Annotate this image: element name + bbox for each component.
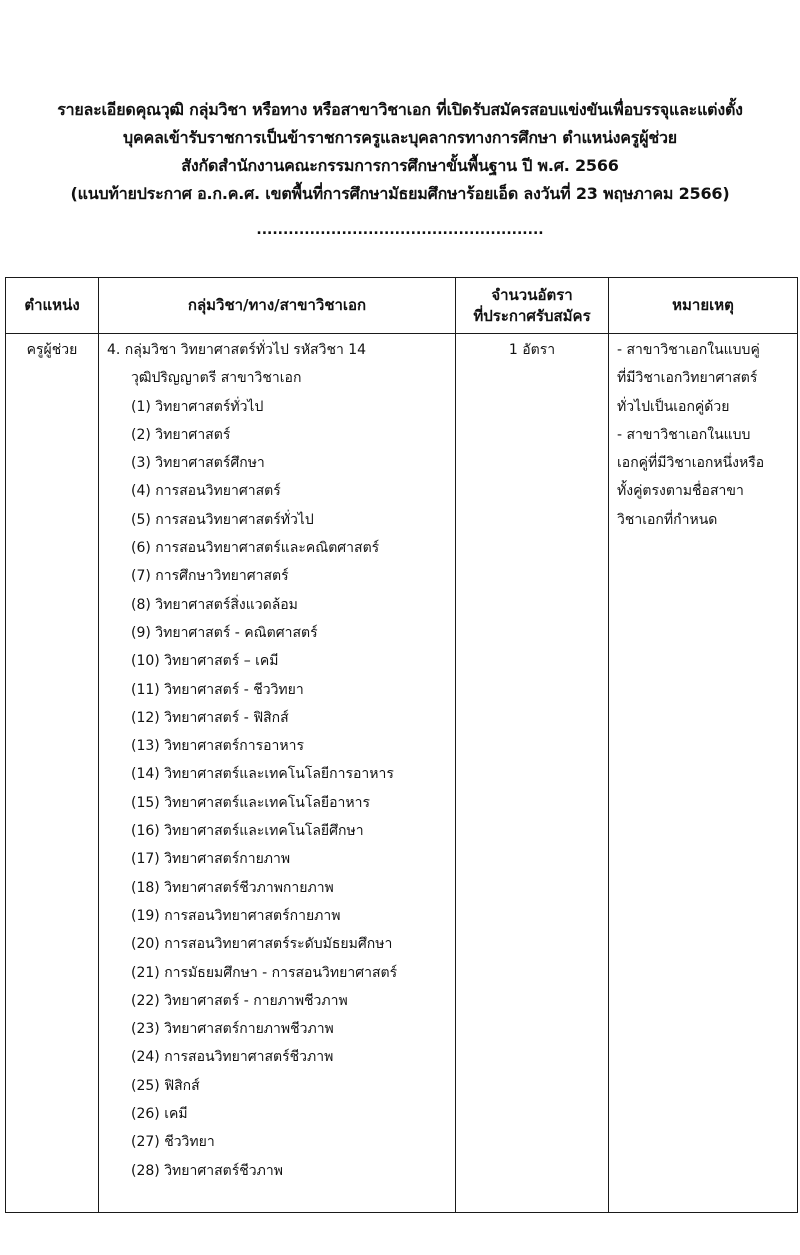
list-item: (8) วิทยาศาสตร์สิ่งแวดล้อม — [131, 596, 298, 613]
remark-line: - สาขาวิชาเอกในแบบ — [617, 426, 751, 443]
list-item: (21) การมัธยมศึกษา - การสอนวิทยาศาสตร์ — [131, 964, 398, 981]
list-item: (2) วิทยาศาสตร์ — [131, 426, 231, 443]
table-header-row — [6, 278, 798, 334]
cell-quota: 1 อัตรา — [456, 334, 609, 1213]
header-quota-line1: จำนวนอัตรา — [491, 285, 573, 304]
remark-line: ทั่วไปเป็นเอกคู่ด้วย — [617, 398, 730, 415]
header-quota-line2: ที่ประกาศรับสมัคร — [473, 306, 591, 325]
list-item: (1) วิทยาศาสตร์ทั่วไป — [131, 398, 264, 415]
remark-line: ทั้งคู่ตรงตามชื่อสาขา — [617, 483, 744, 500]
list-item: (23) วิทยาศาสตร์กายภาพชีวภาพ — [131, 1021, 334, 1038]
list-item: (24) การสอนวิทยาศาสตร์ชีวภาพ — [131, 1049, 334, 1066]
list-item: (9) วิทยาศาสตร์ - คณิตศาสตร์ — [131, 624, 318, 641]
list-item: (25) ฟิสิกส์ — [131, 1077, 200, 1094]
title-line-4: (แนบท้ายประกาศ อ.ก.ค.ศ. เขตพื้นที่การศึกษามัธยมศึกษาร้อยเอ็ด ลงวันที่ 23 พฤษภาคม 2566) — [70, 184, 730, 203]
cell-remark — [609, 334, 798, 1213]
remark-line: เอกคู่ที่มีวิชาเอกหนึ่งหรือ — [617, 455, 765, 472]
list-item: (26) เคมี — [131, 1106, 188, 1123]
list-item: (13) วิทยาศาสตร์การอาหาร — [131, 738, 304, 755]
cell-position: ครูผู้ช่วย — [6, 334, 99, 1213]
remark-line: ที่มีวิชาเอกวิทยาศาสตร์ — [617, 370, 758, 387]
majors-list — [107, 393, 455, 1185]
header-subject: กลุ่มวิชา/ทาง/สาขาวิชาเอก — [99, 278, 456, 334]
list-item: (28) วิทยาศาสตร์ชีวภาพ — [131, 1162, 283, 1179]
title-line-2: บุคคลเข้ารับราชการเป็นข้าราชการครูและบุคลากรทางการศึกษา ตำแหน่งครูผู้ช่วย — [123, 128, 677, 147]
cell-subject — [99, 334, 456, 1213]
remark-line: - สาขาวิชาเอกในแบบคู่ — [617, 342, 760, 358]
list-item: (18) วิทยาศาสตร์ชีวภาพกายภาพ — [131, 879, 334, 896]
list-item: (17) วิทยาศาสตร์กายภาพ — [131, 851, 291, 868]
list-item: (14) วิทยาศาสตร์และเทคโนโลยีการอาหาร — [131, 766, 394, 783]
list-item: (16) วิทยาศาสตร์และเทคโนโลยีศึกษา — [131, 823, 364, 840]
degree-line: วุฒิปริญญาตรี สาขาวิชาเอก — [131, 370, 302, 387]
list-item: (19) การสอนวิทยาศาสตร์กายภาพ — [131, 907, 341, 924]
list-item: (5) การสอนวิทยาศาสตร์ทั่วไป — [131, 511, 314, 528]
title-line-1: รายละเอียดคุณวุฒิ กลุ่มวิชา หรือทาง หรือสาขาวิชาเอก ที่เปิดรับสมัครสอบแข่งขันเพื่อบรรจุและแต่งตั้ง — [57, 100, 743, 119]
list-item: (4) การสอนวิทยาศาสตร์ — [131, 483, 281, 500]
list-item: (27) ชีววิทยา — [131, 1134, 215, 1151]
remark-line: วิชาเอกที่กำหนด — [617, 511, 718, 528]
list-item: (7) การศึกษาวิทยาศาสตร์ — [131, 568, 289, 585]
separator-dots: ...................................................... — [256, 222, 544, 238]
subject-group-line: 4. กลุ่มวิชา วิทยาศาสตร์ทั่วไป รหัสวิชา 14 — [107, 342, 367, 358]
list-item: (10) วิทยาศาสตร์ – เคมี — [131, 653, 279, 670]
list-item: (11) วิทยาศาสตร์ - ชีววิทยา — [131, 681, 304, 698]
list-item: (15) วิทยาศาสตร์และเทคโนโลยีอาหาร — [131, 794, 371, 811]
list-item: (12) วิทยาศาสตร์ - ฟิสิกส์ — [131, 709, 289, 726]
qualification-table — [5, 277, 798, 1213]
document-title — [0, 96, 800, 208]
list-item: (22) วิทยาศาสตร์ - กายภาพชีวภาพ — [131, 992, 348, 1009]
list-item: (3) วิทยาศาสตร์ศึกษา — [131, 455, 265, 472]
list-item: (20) การสอนวิทยาศาสตร์ระดับมัธยมศึกษา — [131, 936, 393, 953]
remark-lines — [617, 336, 793, 534]
header-quota — [456, 278, 609, 334]
header-remark: หมายเหตุ — [609, 278, 798, 334]
table-row — [6, 334, 798, 1213]
title-line-3: สังกัดสำนักงานคณะกรรมการการศึกษาขั้นพื้นฐาน ปี พ.ศ. 2566 — [181, 156, 619, 175]
header-position: ตำแหน่ง — [6, 278, 99, 334]
list-item: (6) การสอนวิทยาศาสตร์และคณิตศาสตร์ — [131, 540, 380, 557]
